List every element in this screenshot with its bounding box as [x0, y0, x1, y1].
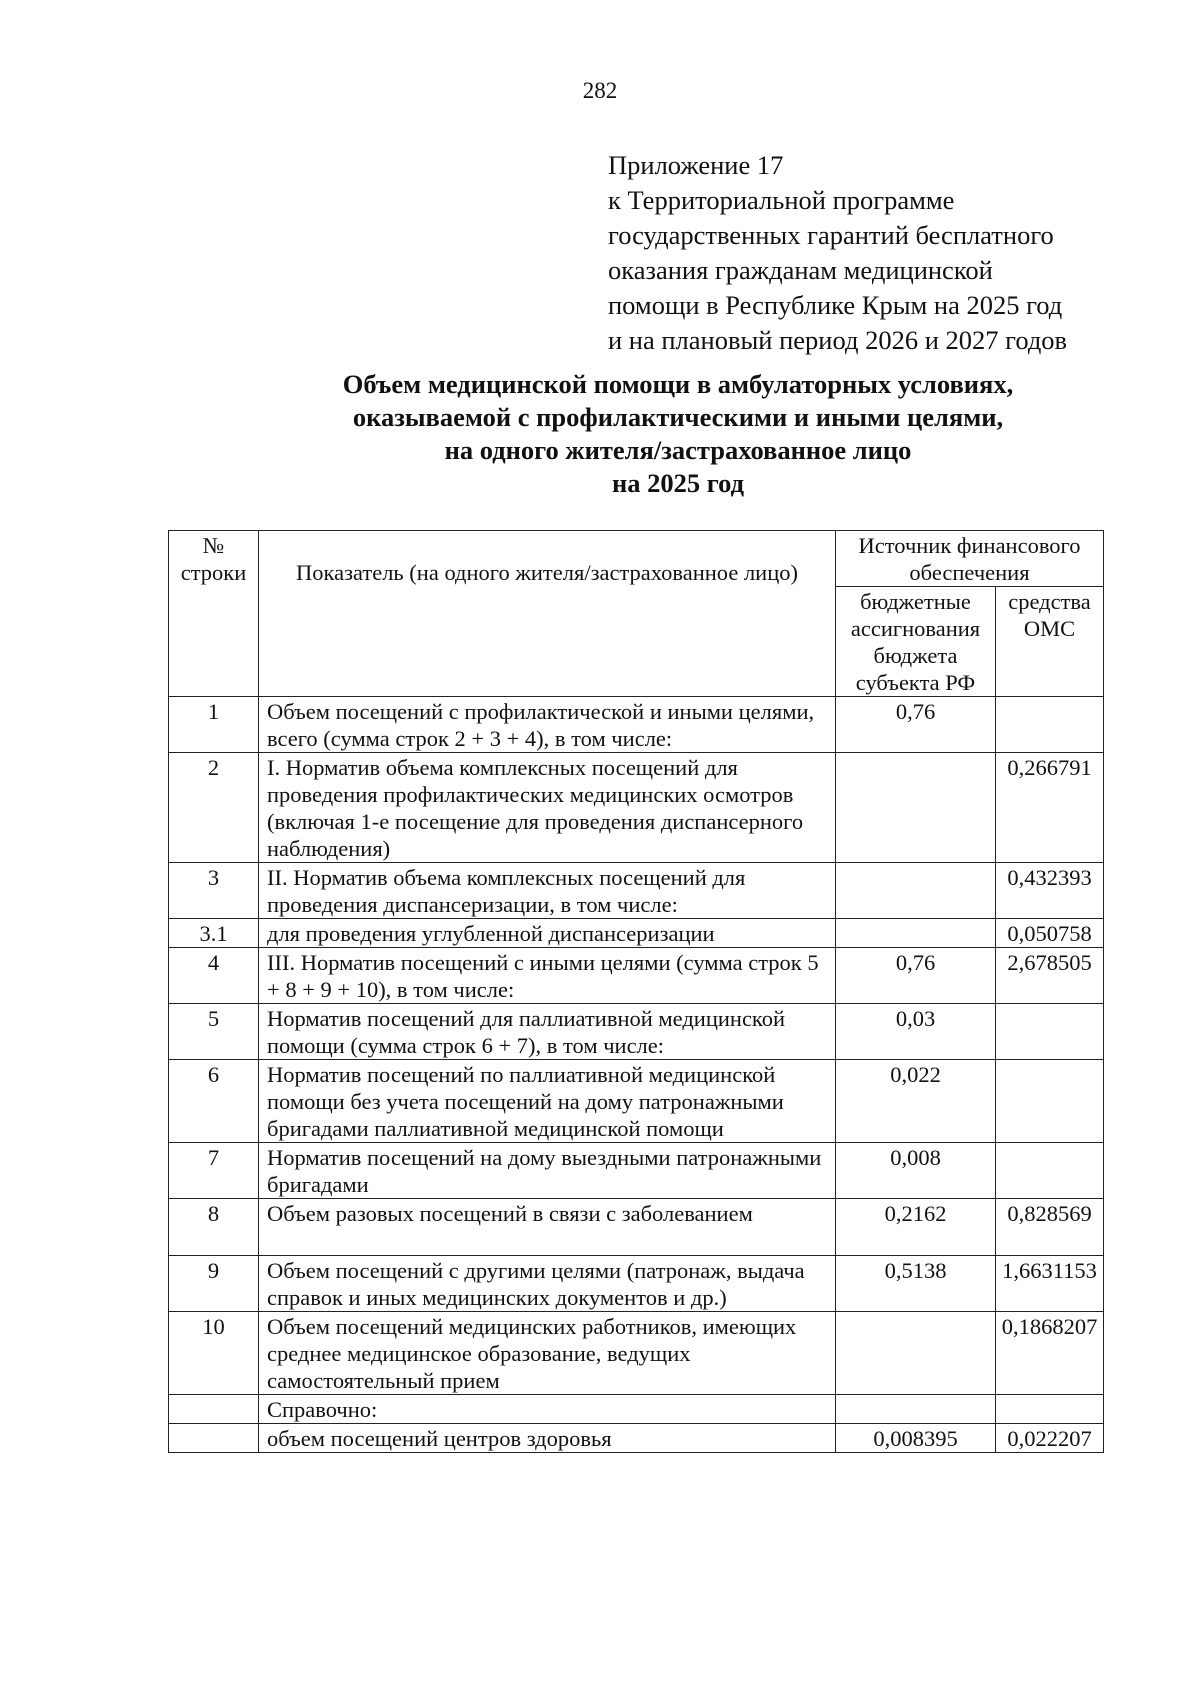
- header-budget: бюджетные ассигнования бюджета субъекта РФ: [836, 587, 996, 697]
- row-budget-value: 0,008395: [836, 1424, 996, 1453]
- title-line: оказываемой с профилактическими и иными целями,: [352, 402, 1004, 432]
- title-line: на одного жителя/застрахованное лицо: [444, 435, 912, 465]
- appendix-line: к Территориальной программе: [608, 185, 955, 215]
- row-number: 2: [169, 753, 259, 863]
- row-number: 3.1: [169, 919, 259, 948]
- row-indicator: III. Норматив посещений с иными целями (сумма строк 5 + 8 + 9 + 10), в том числе:: [259, 948, 836, 1004]
- table-row: [169, 1143, 1104, 1199]
- row-budget-value: [836, 863, 996, 919]
- row-budget-value: [836, 753, 996, 863]
- row-oms-value: [996, 1395, 1104, 1424]
- table-row: [169, 1312, 1104, 1395]
- row-oms-value: 1,6631153: [996, 1256, 1104, 1312]
- table-row: [169, 919, 1104, 948]
- row-oms-value: [996, 1004, 1104, 1060]
- row-budget-value: 0,76: [836, 697, 996, 753]
- row-indicator: Объем посещений медицинских работников, имеющих среднее медицинское образование, ведущих самостоятельный прием: [259, 1312, 836, 1395]
- document-title: [0, 368, 1200, 500]
- row-oms-value: [996, 697, 1104, 753]
- row-indicator: для проведения углубленной диспансеризации: [259, 919, 836, 948]
- row-indicator: Объем посещений с профилактической и иными целями, всего (сумма строк 2 + 3 + 4), в том числе:: [259, 697, 836, 753]
- table-row: [169, 697, 1104, 753]
- row-number: 10: [169, 1312, 259, 1395]
- row-indicator: Норматив посещений на дому выездными патронажными бригадами: [259, 1143, 836, 1199]
- row-indicator: Справочно:: [259, 1395, 836, 1424]
- row-indicator: Объем посещений с другими целями (патронаж, выдача справок и иных медицинских документов и др.): [259, 1256, 836, 1312]
- row-number: [169, 1395, 259, 1424]
- header-row-number: № строки: [169, 531, 259, 697]
- row-budget-value: 0,2162: [836, 1199, 996, 1256]
- row-budget-value: [836, 1395, 996, 1424]
- table-row: [169, 1060, 1104, 1143]
- page-number: 282: [582, 78, 618, 103]
- row-oms-value: 0,432393: [996, 863, 1104, 919]
- row-oms-value: [996, 1143, 1104, 1199]
- row-number: 7: [169, 1143, 259, 1199]
- appendix-line: помощи в Республике Крым на 2025 год: [608, 290, 1063, 320]
- table-header-row: [169, 531, 1104, 587]
- header-funding-source: Источник финансового обеспечения: [836, 531, 1104, 587]
- row-oms-value: 2,678505: [996, 948, 1104, 1004]
- row-number: 3: [169, 863, 259, 919]
- table-row: [169, 1256, 1104, 1312]
- header-oms: средства ОМС: [996, 587, 1104, 697]
- row-indicator: объем посещений центров здоровья: [259, 1424, 836, 1453]
- row-oms-value: [996, 1060, 1104, 1143]
- table-row: [169, 948, 1104, 1004]
- table-row: [169, 863, 1104, 919]
- row-oms-value: 0,266791: [996, 753, 1104, 863]
- header-indicator: Показатель (на одного жителя/застрахованное лицо): [259, 531, 836, 697]
- row-oms-value: 0,828569: [996, 1199, 1104, 1256]
- row-number: 4: [169, 948, 259, 1004]
- row-budget-value: 0,022: [836, 1060, 996, 1143]
- appendix-note: [608, 148, 1188, 358]
- row-oms-value: 0,1868207: [996, 1312, 1104, 1395]
- row-oms-value: 0,050758: [996, 919, 1104, 948]
- appendix-line: Приложение 17: [608, 150, 784, 180]
- table-row: [169, 1395, 1104, 1424]
- table-row: [169, 1199, 1104, 1256]
- row-budget-value: 0,76: [836, 948, 996, 1004]
- row-budget-value: 0,008: [836, 1143, 996, 1199]
- table-row: [169, 753, 1104, 863]
- row-indicator: I. Норматив объема комплексных посещений для проведения профилактических медицинских осмотров (включая 1-е посещение для проведения диспансерного наблюдения): [259, 753, 836, 863]
- appendix-line: оказания гражданам медицинской: [608, 255, 993, 285]
- row-indicator: Объем разовых посещений в связи с заболеванием: [259, 1199, 836, 1256]
- appendix-line: государственных гарантий бесплатного: [608, 220, 1054, 250]
- row-number: 6: [169, 1060, 259, 1143]
- table-row: [169, 1004, 1104, 1060]
- appendix-line: и на плановый период 2026 и 2027 годов: [608, 325, 1068, 355]
- row-number: 8: [169, 1199, 259, 1256]
- row-indicator: Норматив посещений для паллиативной медицинской помощи (сумма строк 6 + 7), в том числе:: [259, 1004, 836, 1060]
- title-line: на 2025 год: [611, 468, 745, 498]
- table-row: [169, 1424, 1104, 1453]
- row-number: 9: [169, 1256, 259, 1312]
- row-indicator: Норматив посещений по паллиативной медицинской помощи без учета посещений на дому патронажными бригадами паллиативной медицинской помощи: [259, 1060, 836, 1143]
- row-indicator: II. Норматив объема комплексных посещений для проведения диспансеризации, в том числе:: [259, 863, 836, 919]
- row-number: 1: [169, 697, 259, 753]
- row-budget-value: 0,5138: [836, 1256, 996, 1312]
- row-budget-value: [836, 919, 996, 948]
- row-number: [169, 1424, 259, 1453]
- volume-table: [168, 530, 1104, 1453]
- row-number: 5: [169, 1004, 259, 1060]
- row-budget-value: 0,03: [836, 1004, 996, 1060]
- row-oms-value: 0,022207: [996, 1424, 1104, 1453]
- title-line: Объем медицинской помощи в амбулаторных условиях,: [342, 369, 1014, 399]
- row-budget-value: [836, 1312, 996, 1395]
